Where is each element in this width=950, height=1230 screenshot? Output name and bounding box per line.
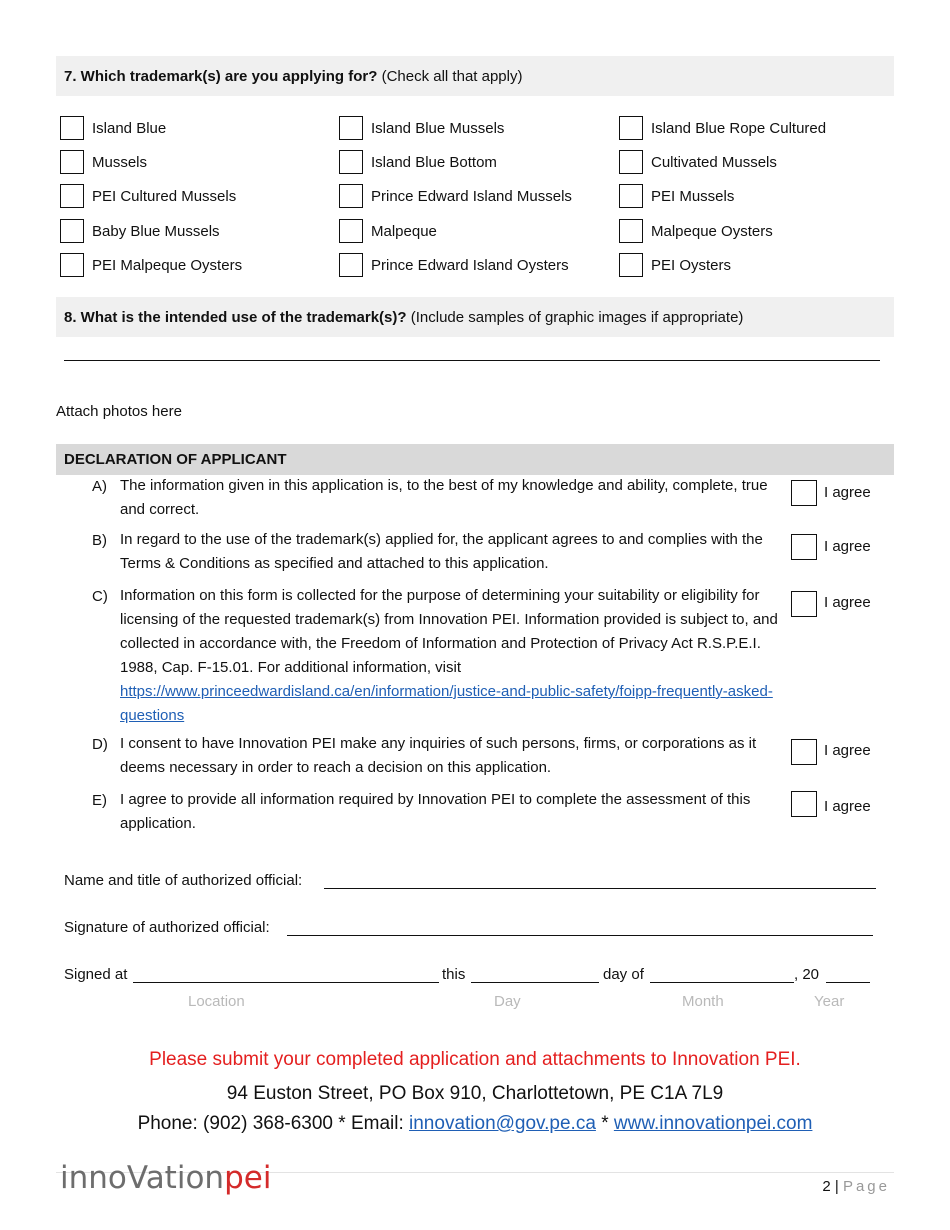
trademark-checkbox[interactable] [339,116,363,140]
trademark-checkbox[interactable] [60,184,84,208]
declaration-text: I agree to provide all information required by Innovation PEI to complete the assessment of this application. [120,791,751,832]
trademark-checkbox[interactable] [619,150,643,174]
trademark-option-label: Mussels [92,154,148,171]
trademark-option-label: PEI Mussels [651,188,735,205]
this-label: this [442,966,466,983]
agree-label: I agree [824,798,871,815]
trademark-checkbox[interactable] [619,219,643,243]
page-separator: | [830,1178,843,1195]
agree-label: I agree [824,742,871,759]
page-number-value: 2 [822,1178,831,1195]
declaration-letter: A) [92,478,107,495]
contact-line [0,1113,950,1135]
trademark-checkbox[interactable] [339,219,363,243]
innovation-pei-logo [60,1160,271,1196]
logo-text-1: innoV [60,1160,146,1196]
agree-checkbox-d[interactable] [791,739,817,765]
trademark-option-label: Malpeque [371,223,437,240]
signature-field[interactable] [287,919,873,936]
trademark-option-label: Cultivated Mussels [651,154,777,171]
year-prefix-label: , 20 [794,966,820,983]
trademark-option-label: Island Blue Rope Cultured [651,120,827,137]
q8-header [56,297,894,337]
declaration-text: The information given in this application is, to the best of my knowledge and ability, complete, true and correct. [120,477,768,518]
attach-photos-label: Attach photos here [56,403,182,420]
declaration-letter: B) [92,532,107,549]
trademark-checkbox[interactable] [619,253,643,277]
agree-label: I agree [824,594,871,611]
month-field[interactable] [650,966,794,983]
trademark-checkbox[interactable] [339,184,363,208]
trademark-checkbox[interactable] [619,184,643,208]
trademark-option-label: Baby Blue Mussels [92,223,220,240]
agree-checkbox-e[interactable] [791,791,817,817]
declaration-text: In regard to the use of the trademark(s) applied for, the applicant agrees to and complies with the Terms & Conditions as specified and attached to this application. [120,531,763,572]
declaration-text: I consent to have Innovation PEI make any inquiries of such persons, firms, or corporations as it deems necessary in order to reach a decision on this application. [120,735,757,776]
signed-at-label: Signed at [64,966,128,983]
page-number [822,1178,890,1195]
trademark-checkbox[interactable] [619,116,643,140]
email-link[interactable]: innovation@gov.pe.ca [409,1113,596,1134]
agree-label: I agree [824,484,871,501]
trademark-checkbox[interactable] [60,253,84,277]
official-name-label: Name and title of authorized official: [64,872,303,889]
q8-title: 8. What is the intended use of the trademark(s)? [64,308,407,326]
day-of-label: day of [603,966,644,983]
declaration-letter: C) [92,588,108,605]
address: 94 Euston Street, PO Box 910, Charlottetown, PE C1A 7L9 [226,1083,724,1104]
month-hint: Month [682,993,724,1010]
declaration-text-c [120,584,780,728]
logo-text-3: pei [224,1160,272,1196]
trademark-checkbox[interactable] [60,150,84,174]
trademark-option-label: Island Blue Mussels [371,120,505,137]
agree-checkbox-c[interactable] [791,591,817,617]
contact-separator: * [595,1113,614,1134]
q7-title: 7. Which trademark(s) are you applying for? [64,67,378,85]
trademark-option-label: PEI Cultured Mussels [92,188,237,205]
year-hint: Year [814,993,845,1010]
website-link[interactable]: www.innovationpei.com [613,1113,813,1134]
agree-checkbox-a[interactable] [791,480,817,506]
intended-use-line[interactable] [64,360,880,361]
signature-label: Signature of authorized official: [64,919,270,936]
declaration-header [56,444,894,475]
foipp-faq-link[interactable]: https://www.princeedwardisland.ca/en/information/justice-and-public-safety/foipp-frequently-asked-questions [120,683,773,724]
trademark-checkbox[interactable] [339,253,363,277]
logo-text-2: ation [145,1160,225,1196]
day-hint: Day [494,993,521,1010]
location-hint: Location [188,993,245,1010]
submit-instructions: Please submit your completed application and attachments to Innovation PEI. [149,1049,801,1070]
official-name-field[interactable] [324,872,876,889]
location-field[interactable] [133,966,439,983]
trademark-option-label: Malpeque Oysters [651,223,773,240]
phone: Phone: (902) 368-6300 * Email: [137,1113,410,1134]
declaration-text: Information on this form is collected for the purpose of determining your suitability or eligibility for licensing of the requested trademark(s) from Innovation PEI. Information provided is subject to, and collected in accordance with, the Freedom of Information and Protection of Privacy Act R.S.P.E.I. 1988, Cap. F-15.01. For additional information, visit [120,587,778,676]
trademark-checkbox[interactable] [339,150,363,174]
trademark-checkbox[interactable] [60,116,84,140]
trademark-option-label: PEI Oysters [651,257,732,274]
declaration-letter: E) [92,792,107,809]
trademark-option-label: Prince Edward Island Mussels [371,188,572,205]
trademark-option-label: Prince Edward Island Oysters [371,257,569,274]
day-field[interactable] [471,966,599,983]
q7-header [56,56,894,96]
declaration-letter: D) [92,736,108,753]
page-word: Page [842,1178,890,1195]
q7-hint: (Check all that apply) [381,67,523,85]
agree-label: I agree [824,538,871,555]
q8-hint: (Include samples of graphic images if appropriate) [410,308,744,326]
trademark-option-label: Island Blue Bottom [371,154,497,171]
agree-checkbox-b[interactable] [791,534,817,560]
trademark-checkbox[interactable] [60,219,84,243]
trademark-option-label: Island Blue [92,120,167,137]
trademark-option-label: PEI Malpeque Oysters [92,257,243,274]
declaration-title: DECLARATION OF APPLICANT [64,451,287,468]
year-field[interactable] [826,966,870,983]
